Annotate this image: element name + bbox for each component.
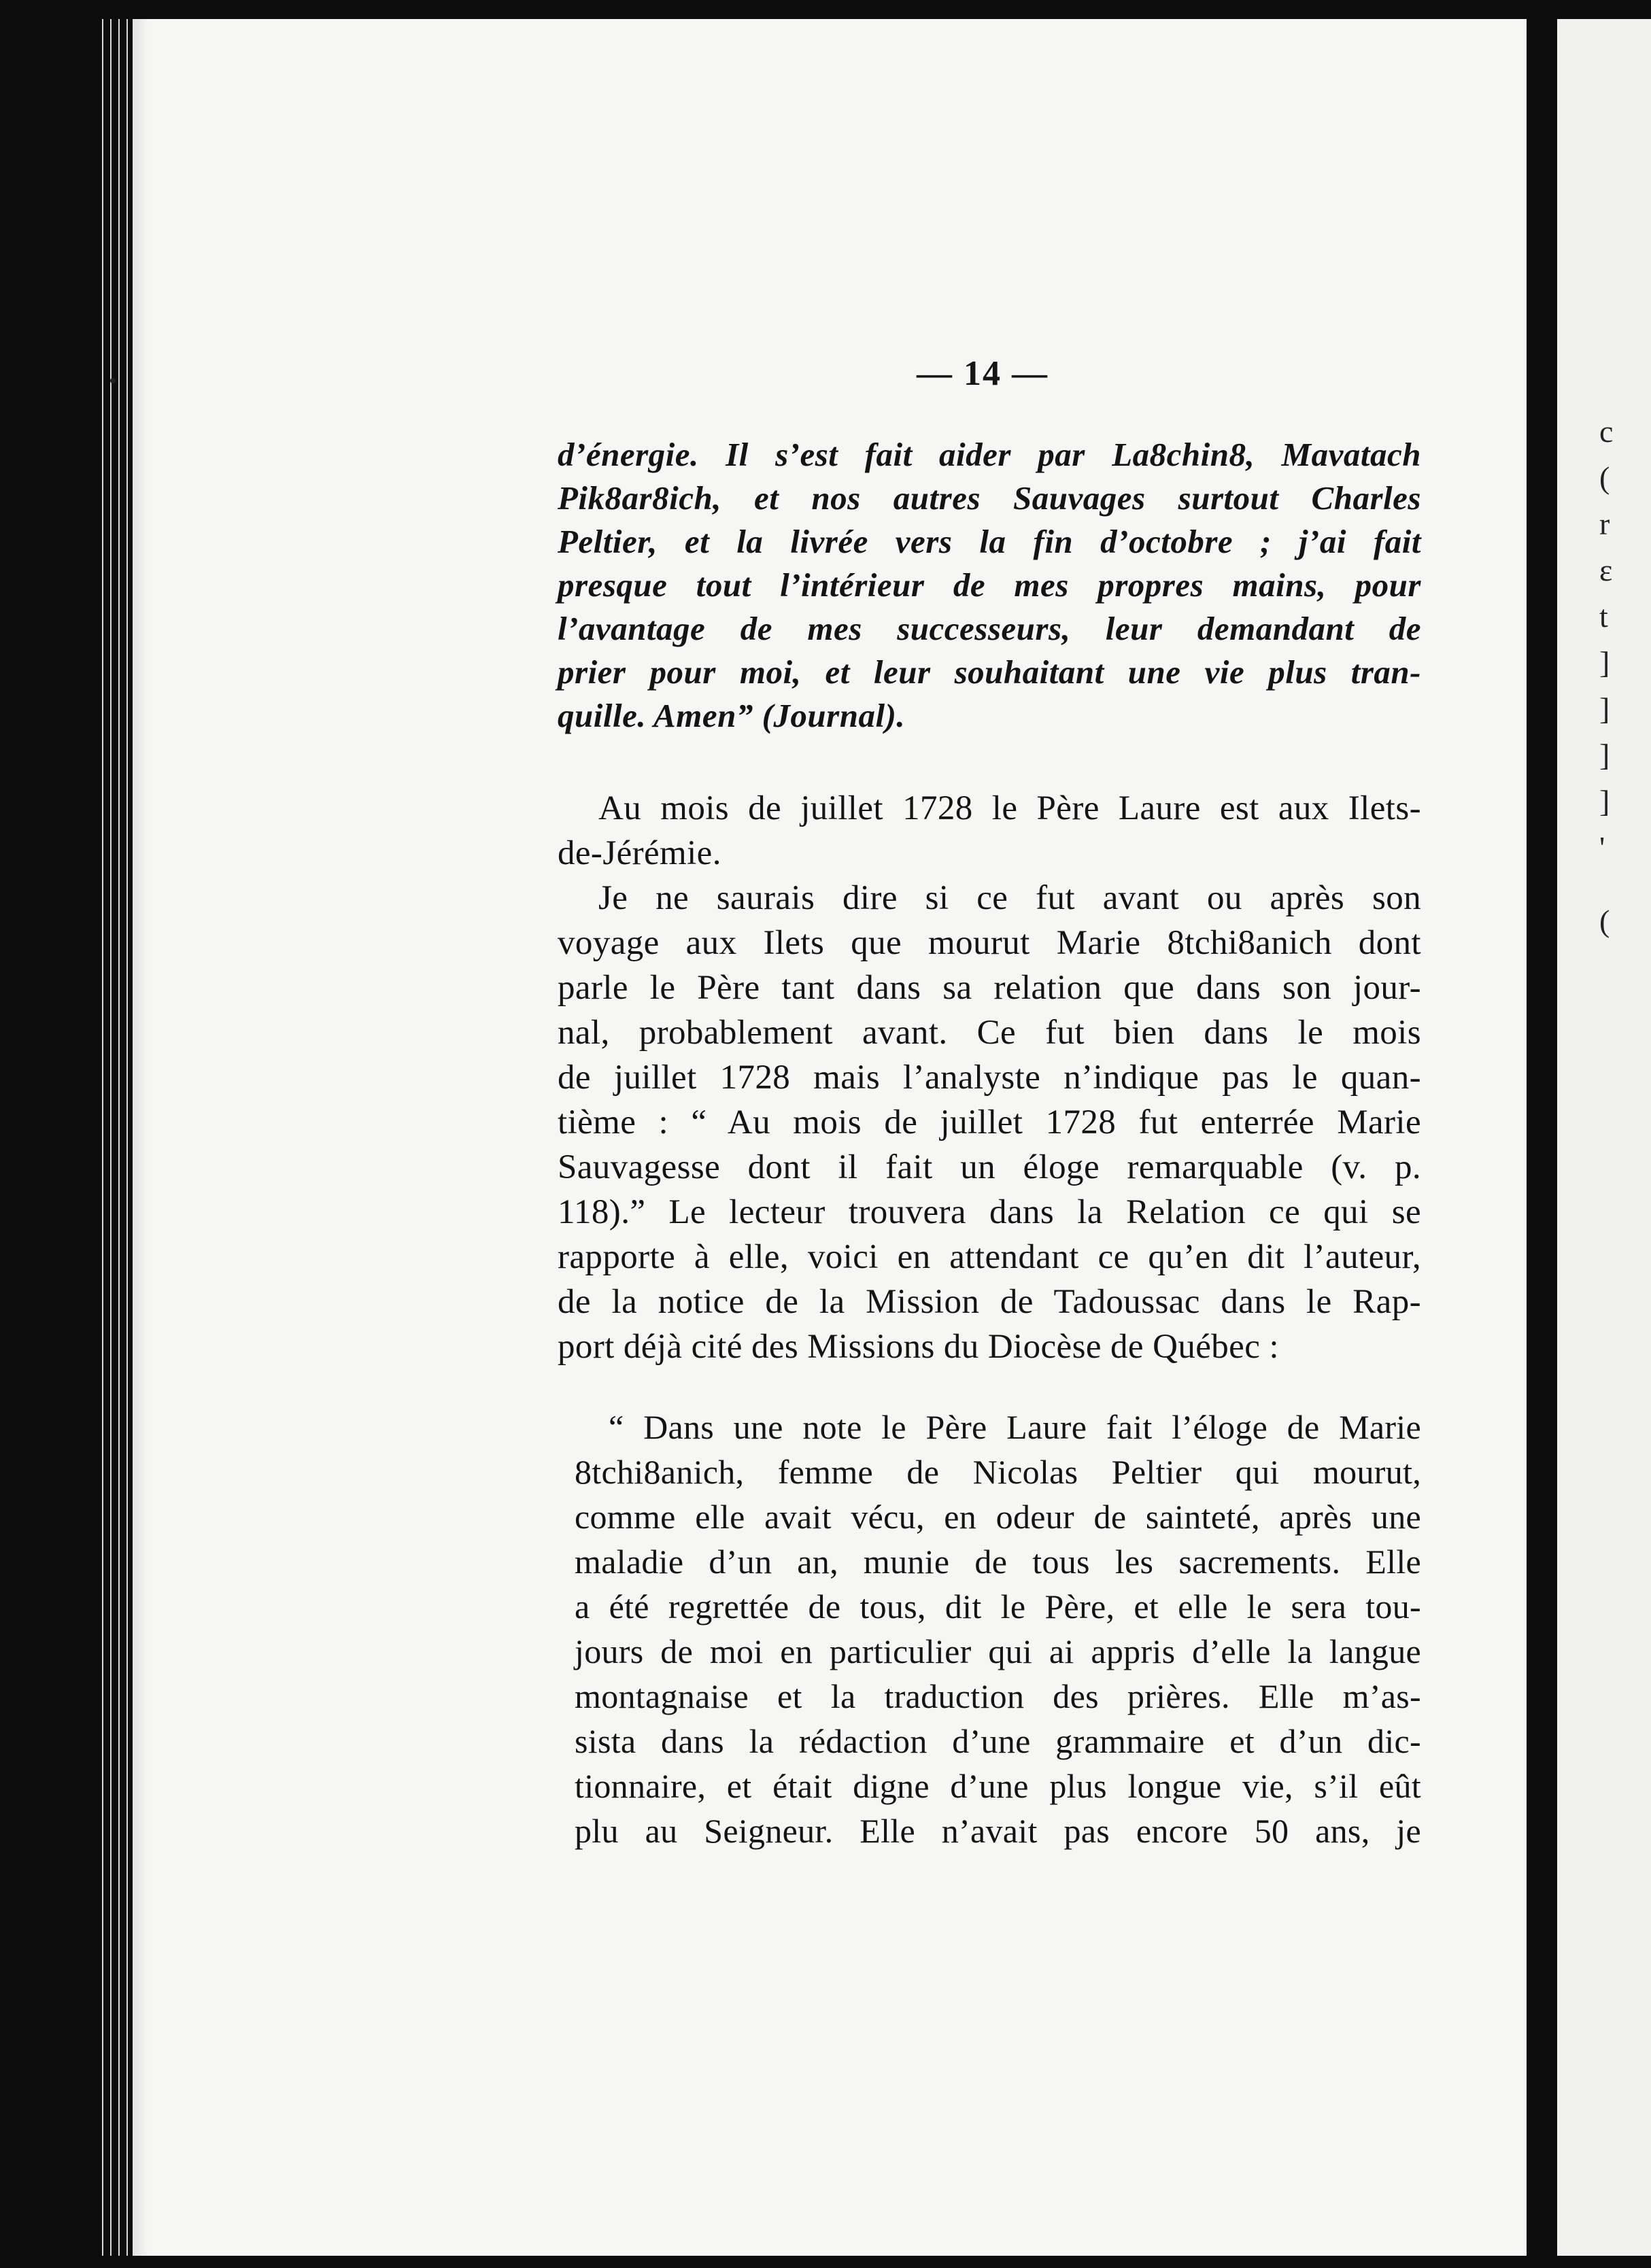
journal-line: d’énergie. Il s’est fait aider par La8chin8, Mavatach: [558, 436, 1421, 473]
adjacent-page-fragment: (: [1599, 904, 1610, 938]
body-line: Sauvagesse dont il fait un éloge remarquable (v. p.: [558, 1148, 1421, 1186]
body-line: Au mois de juillet 1728 le Père Laure est aux Ilets-: [598, 789, 1421, 827]
quote-line: plu au Seigneur. Elle n’avait pas encore 50 ans, je: [575, 1812, 1421, 1850]
body-line: de la notice de la Mission de Tadoussac dans le Rap-: [558, 1283, 1421, 1321]
quote-line: tionnaire, et était digne d’une plus longue vie, s’il eût: [575, 1767, 1421, 1805]
body-line: rapporte à elle, voici en attendant ce qu’en dit l’auteur,: [558, 1238, 1421, 1276]
quote-line: sista dans la rédaction d’une grammaire et d’un dic-: [575, 1722, 1421, 1760]
quote-line: montagnaise et la traduction des prières. Elle m’as-: [575, 1677, 1421, 1715]
page-edge: [110, 19, 112, 2256]
body-line: de-Jérémie.: [558, 834, 721, 872]
page-edge: [126, 19, 128, 2256]
journal-line: quille. Amen” (Journal).: [558, 697, 906, 734]
quote-line: “ Dans une note le Père Laure fait l’éloge de Marie: [609, 1408, 1421, 1446]
adjacent-page-fragment: ': [1599, 830, 1605, 865]
adjacent-page-fragment: ]: [1599, 738, 1610, 772]
adjacent-page-fragment: ]: [1599, 784, 1610, 819]
journal-line: prier pour moi, et leur souhaitant une vie plus tran-: [558, 653, 1421, 691]
body-line: voyage aux Ilets que mourut Marie 8tchi8anich dont: [558, 924, 1421, 962]
quote-line: comme elle avait vécu, en odeur de sainteté, après une: [575, 1498, 1421, 1536]
quote-line: a été regrettée de tous, dit le Père, et elle le sera tou-: [575, 1587, 1421, 1626]
quote-line: jours de moi en particulier qui ai appris d’elle la langue: [575, 1632, 1421, 1670]
adjacent-page-fragment: t: [1599, 599, 1608, 634]
body-line: Je ne saurais dire si ce fut avant ou après son: [598, 879, 1421, 917]
adjacent-page-fragment: r: [1599, 506, 1610, 541]
journal-line: l’avantage de mes successeurs, leur demandant de: [558, 610, 1421, 647]
adjacent-page-fragment: ]: [1599, 645, 1610, 680]
journal-line: Peltier, et la livrée vers la fin d’octobre ; j’ai fait: [558, 523, 1421, 560]
page-number: — 14 —: [917, 354, 1049, 393]
page-edge: [102, 19, 103, 2256]
body-line: nal, probablement avant. Ce fut bien dans le mois: [558, 1014, 1421, 1052]
body-line: 118).” Le lecteur trouvera dans la Relation ce qui se: [558, 1193, 1421, 1231]
page-fold-shadow: [133, 19, 149, 2256]
quote-line: 8tchi8anich, femme de Nicolas Peltier qui mourut,: [575, 1453, 1421, 1491]
page-edge: [118, 19, 120, 2256]
adjacent-page-fragment: (: [1599, 460, 1610, 495]
journal-line: presque tout l’intérieur de mes propres mains, pour: [558, 566, 1421, 604]
adjacent-page-strip: [1557, 19, 1651, 2256]
scan-speck: [110, 378, 116, 383]
body-line: de juillet 1728 mais l’analyste n’indique pas le quan-: [558, 1059, 1421, 1097]
adjacent-page-fragment: ε: [1599, 553, 1613, 587]
body-line: tième : “ Au mois de juillet 1728 fut enterrée Marie: [558, 1103, 1421, 1141]
body-line: parle le Père tant dans sa relation que dans son jour-: [558, 969, 1421, 1007]
body-line: port déjà cité des Missions du Diocèse de Québec :: [558, 1328, 1279, 1366]
adjacent-page-fragment: c: [1599, 414, 1614, 449]
quote-line: maladie d’un an, munie de tous les sacrements. Elle: [575, 1543, 1421, 1581]
journal-line: Pik8ar8ich, et nos autres Sauvages surtout Charles: [558, 479, 1421, 517]
adjacent-page-fragment: ]: [1599, 691, 1610, 726]
